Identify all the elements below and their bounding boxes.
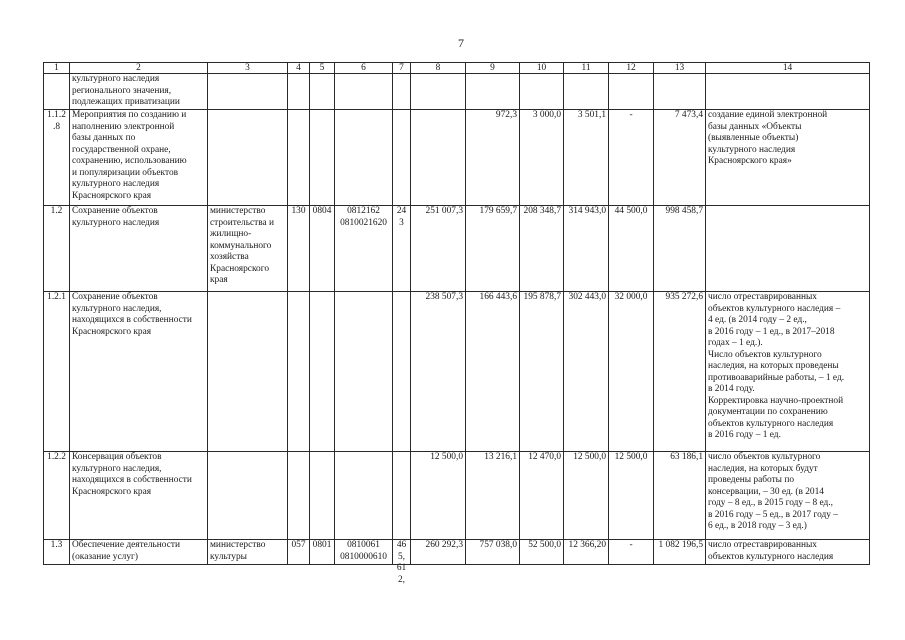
table-cell-col-8: 251 007,3 [411,206,466,292]
header-row [44,63,870,74]
table-cell-col-14 [706,74,870,110]
table-cell-col-4: 057 [288,540,310,565]
table-cell-col-13: 998 458,7 [654,206,706,292]
table-cell-col-8: 238 507,3 [411,292,466,452]
table-cell-col-3 [208,74,288,110]
column-header-14: 14 [706,63,870,74]
column-header-4: 4 [288,63,310,74]
table-cell-col-5 [310,452,335,540]
table-cell-col-12: 32 000,0 [609,292,654,452]
table-cell-col-4 [288,110,310,206]
table-cell-col-8 [411,74,466,110]
page-number: 7 [458,36,464,50]
table-row [44,452,870,540]
table-cell-col-3 [208,452,288,540]
table-row [44,292,870,452]
table-cell-col-8: 260 292,3 [411,540,466,565]
column-header-12: 12 [609,63,654,74]
table-cell-col-10: 3 000,0 [520,110,564,206]
table-cell-col-2: Консервация объектов культурного наследия, находящихся в собственности Красноярского края [70,452,208,540]
table-cell-col-7: 243 [393,206,411,292]
table-cell-col-12 [609,74,654,110]
table-cell-col-11: 302 443,0 [564,292,609,452]
column-header-10: 10 [520,63,564,74]
table-cell-col-6: 0812162 0810021620 [335,206,393,292]
table-cell-col-11: 12 366,20 [564,540,609,565]
table-cell-col-4 [288,74,310,110]
table-cell-col-3 [208,292,288,452]
table-cell-col-13: 1 082 196,5 [654,540,706,565]
table-cell-col-13 [654,74,706,110]
table-cell-col-5 [310,292,335,452]
table-cell-col-6 [335,452,393,540]
table-cell-col-1: 1.2.2 [44,452,70,540]
table-cell-col-6: 0810061 0810000610 [335,540,393,565]
table-cell-col-9: 757 038,0 [466,540,520,565]
table-cell-col-4 [288,452,310,540]
table-cell-col-14: число отреставрированных объектов культурного наследия – 4 ед. (в 2014 году – 2 ед., в 2016 году – 1 ед., в 2017–2018 годах – 1 ед.). Число объектов культурного наследия, на которых проведены противоаварийные работы, – 1 ед. в 2014 году. Корректировка научно-проектной документации по сохранению объектов культурного наследия в 2016 году – 1 ед. [706,292,870,452]
table-cell-col-2: Сохранение объектов культурного наследия, находящихся в собственности Красноярского края [70,292,208,452]
table-cell-col-6 [335,74,393,110]
table-cell-col-1: 1.2 [44,206,70,292]
table-cell-col-3: министерство культуры [208,540,288,565]
column-header-6: 6 [335,63,393,74]
table-cell-col-2: культурного наследия регионального значения, подлежащих приватизации [70,74,208,110]
table-cell-col-5: 0801 [310,540,335,565]
table-cell-col-11: 3 501,1 [564,110,609,206]
table-cell-col-4 [288,292,310,452]
table-cell-col-6 [335,292,393,452]
table-cell-col-12: 12 500,0 [609,452,654,540]
table-cell-col-10: 195 878,7 [520,292,564,452]
column-header-8: 8 [411,63,466,74]
table-cell-col-1 [44,74,70,110]
table-cell-col-3: министерство строительства и жилищно- коммунального хозяйства Красноярского края [208,206,288,292]
program-table [43,62,870,585]
table-cell-col-5 [310,110,335,206]
column-header-5: 5 [310,63,335,74]
table-cell-col-8: 12 500,0 [411,452,466,540]
table-cell-col-14 [706,206,870,292]
table-cell-col-1: 1.1.2.8 [44,110,70,206]
table-cell-col-7 [393,74,411,110]
table-cell-col-5 [310,74,335,110]
table-cell-col-9: 972,3 [466,110,520,206]
table-cell-col-9 [466,74,520,110]
table-cell-col-7 [393,292,411,452]
table-cell-col-2: Обеспечение деятельности (оказание услуг) [70,540,208,565]
table-cell-col-10: 52 500,0 [520,540,564,565]
table-row [44,110,870,206]
table-cell-col-4: 130 [288,206,310,292]
table-cell-col-10 [520,74,564,110]
table-cell-col-11 [564,74,609,110]
table-cell-col-14: создание единой электронной базы данных «Объекты (выявленные объекты) культурного наследия Красноярского края» [706,110,870,206]
table-cell-col-2: Сохранение объектов культурного наследия [70,206,208,292]
table-cell-col-12: - [609,110,654,206]
table-cell-col-9: 13 216,1 [466,452,520,540]
table-cell-col-8 [411,110,466,206]
table-cell-col-14: число объектов культурного наследия, на которых будут проведены работы по консервации, – 30 ед. (в 2014 году – 8 ед., в 2015 году – 8 ед., в 2016 году – 5 ед., в 2017 году – 6 ед., в 2018 году – 3 ед.) [706,452,870,540]
table-row [44,206,870,292]
table-cell-col-13: 935 272,6 [654,292,706,452]
table-cell-col-9: 166 443,6 [466,292,520,452]
table-cell-col-10: 12 470,0 [520,452,564,540]
table-cell-col-11: 314 943,0 [564,206,609,292]
table-cell-col-12: 44 500,0 [609,206,654,292]
table-cell-col-12: - [609,540,654,565]
table-cell-col-11: 12 500,0 [564,452,609,540]
table-row [44,74,870,110]
table-cell-col-13: 63 186,1 [654,452,706,540]
column-header-3: 3 [208,63,288,74]
column-header-2: 2 [70,63,208,74]
column-header-9: 9 [466,63,520,74]
table-cell-col-7: 465, 612, [393,540,411,565]
table-cell-col-14: число отреставрированных объектов культурного наследия [706,540,870,565]
table-cell-col-7 [393,110,411,206]
table-cell-col-7 [393,452,411,540]
table-cell-col-3 [208,110,288,206]
column-header-7: 7 [393,63,411,74]
table-cell-col-10: 208 348,7 [520,206,564,292]
table-row [44,540,870,565]
table-cell-col-1: 1.2.1 [44,292,70,452]
table-cell-col-13: 7 473,4 [654,110,706,206]
table-cell-col-9: 179 659,7 [466,206,520,292]
table-cell-col-1: 1.3 [44,540,70,565]
table-cell-col-5: 0804 [310,206,335,292]
table-cell-col-6 [335,110,393,206]
column-header-11: 11 [564,63,609,74]
table-cell-col-2: Мероприятия по созданию и наполнению электронной базы данных по государственной охране, сохранению, использованию и популяризации объектов культурного наследия Красноярского края [70,110,208,206]
column-header-1: 1 [44,63,70,74]
column-header-13: 13 [654,63,706,74]
